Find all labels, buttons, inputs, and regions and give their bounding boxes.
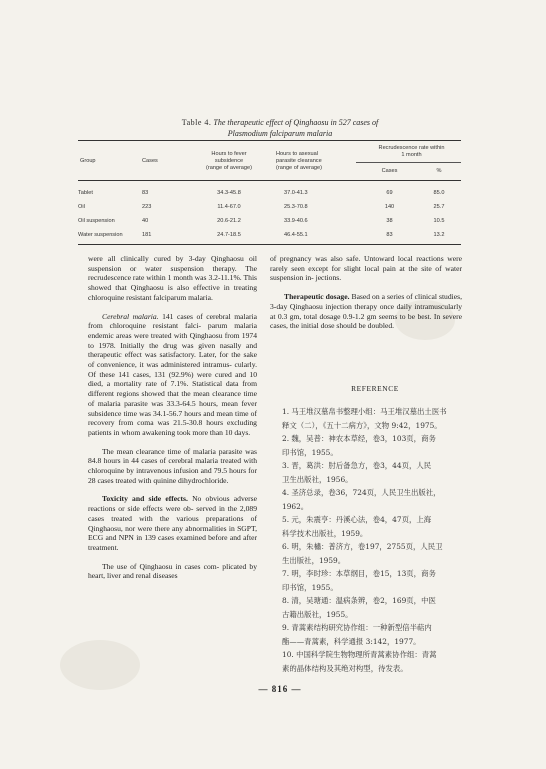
paragraph — [88, 562, 257, 581]
cell-cases: 83 — [142, 189, 149, 196]
text-line: cases treated with quinine dihydrochloride. — [97, 475, 229, 485]
text-line: parasite was 84.8 hours in 44 cases of — [88, 446, 257, 466]
text-line: No obvious — [187, 494, 230, 504]
section-heading: Toxicity and side effects. — [102, 494, 188, 504]
cell-group: Oil suspension — [78, 217, 115, 224]
cell-recr-pct: 25.7 — [433, 203, 445, 210]
section-heading: Cerebral malaria. — [102, 311, 159, 321]
header-recr-l1: Recrudescence rate within — [378, 145, 445, 151]
cell-fever: 20.6-21.2 — [217, 217, 241, 224]
text-line: parasite was 33.3-64.5 hours, mean fever — [124, 398, 257, 408]
ref-line: 科学技术出版社，1959。 — [282, 528, 368, 538]
ref-line: 印书馆，1955。 — [282, 582, 338, 592]
cell-cases: 40 — [142, 217, 149, 224]
text-line: falciparum malaria. — [153, 292, 213, 302]
paragraph — [88, 254, 257, 303]
section-heading: Therapeutic dosage. — [284, 292, 350, 302]
cell-group: Oil — [78, 203, 85, 210]
paragraph — [270, 254, 462, 283]
cell-recr-pct: 10.5 — [433, 217, 445, 224]
text-line: plicated by heart, liver and renal diseases — [88, 561, 257, 581]
text-line: the drug was given nasally and therapeutic — [88, 340, 257, 360]
text-line: doubled. — [367, 321, 395, 331]
table-row — [78, 228, 461, 242]
text-line: NPN in 139 cases examined before and after — [118, 533, 257, 543]
cell-recr-pct: 85.0 — [433, 189, 445, 196]
text-line: with Qinghaosu from 1974 to 1978. Initially — [88, 330, 257, 350]
text-line: awakening took more than 10 days. — [142, 427, 251, 437]
cell-fever: 11.4-67.0 — [217, 203, 241, 210]
reference-item — [268, 405, 468, 432]
text-line: oil suspension or water suspension therapy. — [88, 254, 257, 273]
ref-line: 古籍出版社，1955。 — [282, 609, 353, 619]
text-line: The recrudescence rate within 1 month was — [88, 263, 257, 283]
header-group: Group — [80, 157, 96, 164]
text-line: of pregnancy was also safe. Untoward local — [270, 254, 413, 263]
ref-line: 印书馆，1955。 — [282, 447, 338, 457]
header-clearance — [276, 142, 362, 180]
cell-recr-cases: 69 — [386, 189, 393, 196]
reference-item — [268, 459, 468, 486]
text-line: Based on a series of — [349, 292, 413, 302]
reference-item — [268, 486, 468, 513]
text-line: various preparations of Qinghaosu, nor were — [88, 513, 257, 533]
ref-line: 卫生出版社，1956。 — [282, 474, 353, 484]
ref-line: 3. 晋，葛洪：肘后备急方，卷3，44页，人民 — [282, 461, 432, 470]
text-line: parum malaria endemic areas were treated — [88, 321, 257, 340]
header-recr-pct: % — [436, 167, 442, 174]
text-line: there any abnormalities in SGPT, ECG and — [88, 523, 257, 543]
text-line: were all clinically cured by 3-day Qinghaosu — [88, 254, 244, 263]
table-row — [78, 214, 461, 228]
header-recrudescence — [362, 142, 461, 162]
text-line: that the mean clearance time of malaria — [88, 389, 258, 408]
ref-line: 1. 马王堆汉墓帛书整理小组：马王堆汉墓出土医书 — [282, 407, 447, 416]
ref-line: 8. 清，吴瑭通：温病条辨，卷2，169页，中医 — [282, 596, 436, 605]
text-line: cerebral malaria treated with chloroquine by — [88, 456, 257, 476]
cell-clearance: 37.0-41.3 — [284, 189, 308, 196]
cell-clearance: 46.4-55.1 — [284, 231, 308, 238]
cell-group: Water suspension — [78, 231, 123, 238]
text-line: 21.5-30.8 hours excluding patients in whom — [88, 418, 257, 437]
table-bottom-rule — [78, 244, 461, 245]
header-clearance-l3: (range of average) — [276, 164, 323, 171]
text-line: of convenience, it was administered intramus- — [88, 360, 232, 370]
ref-line: 素的晶体结构及其绝对构型，待发表。 — [282, 663, 408, 673]
paragraph — [88, 494, 257, 552]
ref-line: 释文（二），《五十二病方》，文物 9:42，1975。 — [282, 420, 442, 430]
text-line: jections. — [315, 273, 342, 283]
cell-recr-cases: 140 — [384, 203, 395, 210]
reference-item — [268, 648, 468, 675]
text-line: clinical studies, 3-day Qinghaosu injection — [270, 292, 462, 311]
text-line: subsidence time was 34.1-56.7 hours and — [88, 408, 215, 418]
right-column — [270, 254, 462, 331]
text-line: mean time of recovery from coma was — [88, 408, 257, 428]
header-clearance-l2: parasite clearance — [276, 157, 322, 164]
reference-item — [268, 567, 468, 594]
text-line: cularly. Of these 141 cases, 131 (92.9%) were — [88, 360, 257, 379]
cell-group: Tablet — [78, 189, 93, 196]
table-title-line1: The therapeutic effect of Qinghaosu in 527 cases of — [213, 118, 379, 127]
text-line: intravenous infusion and 79.5 hours for 28 — [88, 466, 257, 485]
cell-clearance: 25.3-70.8 — [284, 203, 308, 210]
text-line: cured and 10 died, a mortality rate of 7.1%. — [88, 369, 258, 389]
cell-recr-cases: 83 — [386, 231, 393, 238]
cell-recr-pct: 13.2 — [433, 231, 445, 238]
reference-item — [268, 621, 468, 648]
cell-cases: 181 — [142, 231, 152, 238]
text-line: treatment. — [88, 542, 119, 552]
header-recr-l2: 1 month — [401, 152, 422, 158]
reference-item — [268, 540, 468, 567]
header-fever — [182, 142, 276, 180]
reference-item — [268, 594, 468, 621]
text-line: also effective in treating chloroquine resistant — [88, 283, 257, 302]
ref-line: 4. 圣济总录，卷36，724页，人民卫生出版社， — [282, 488, 441, 497]
paragraph — [270, 292, 462, 331]
cell-fever: 34.3-45.8 — [217, 189, 241, 196]
text-line: adverse reactions or side effects were ob- — [88, 494, 257, 514]
ref-line: 9. 青蒿素结构研究协作组：一种新型倍半萜内 — [282, 623, 432, 632]
text-line: total dosage 0.9-1.2 gm seems to be best. In — [303, 311, 441, 321]
text-line: Statistical data from different regions showed — [88, 379, 258, 399]
table-title-line2: Plasmodium falciparum malaria — [227, 129, 333, 138]
reference-item — [268, 432, 468, 459]
table-row — [78, 200, 461, 214]
ref-line: 10. 中国科学院生物物理所青蒿素协作组：青蒿 — [282, 650, 437, 659]
text-line: served in the 2,089 cases treated with the — [88, 504, 257, 523]
text-line: local pain at the site of water suspension in- — [270, 263, 463, 283]
left-column — [88, 254, 257, 581]
ref-line: 酯——青蒿素，科学通报 3:142，1977。 — [282, 636, 421, 646]
reference-title: REFERENCE — [351, 384, 399, 393]
text-line: malaria from chloroquine resistant falci- — [88, 311, 258, 331]
reference-list — [268, 405, 468, 675]
text-line: severe cases, the initial dose should be — [270, 311, 462, 331]
table-caption — [80, 117, 480, 139]
table-label: Table 4. — [181, 118, 212, 127]
paragraph — [88, 447, 257, 486]
therapeutic-effect-table — [78, 142, 461, 242]
ref-line: 6. 明，朱橚：普济方，卷197，2755页，人民卫 — [282, 542, 443, 551]
text-line: The mean clearance time of malaria — [102, 446, 216, 456]
header-recr-cases: Cases — [381, 167, 398, 174]
text-line: reactions were rarely seen except for slight — [270, 254, 463, 273]
text-line: 3.2-11.1%. This showed that Qinghaosu is — [88, 273, 258, 293]
text-line: effect was satisfactory. Later, for the sake — [124, 350, 257, 360]
header-cases: Cases — [142, 157, 158, 164]
ref-line: 2. 魏，吴普：神农本草经，卷3，103页，商务 — [282, 434, 436, 443]
reference-item — [268, 513, 468, 540]
cell-clearance: 33.9-40.6 — [284, 217, 308, 224]
ref-line: 5. 元，朱震亨：丹溪心法，卷4，47页，上海 — [282, 515, 432, 524]
table-top-rule — [78, 140, 461, 141]
text-line: The use of Qinghaosu in cases com- — [102, 561, 220, 571]
header-fever-l3: (range of average) — [205, 164, 253, 171]
page-number: — 816 — — [258, 684, 302, 694]
ref-line: 生出版社，1959。 — [282, 555, 346, 565]
table-row — [78, 186, 461, 200]
header-fever-l2: subsidence — [214, 157, 244, 164]
cell-fever: 24.7-18.5 — [217, 231, 241, 238]
ref-line: 7. 明，李时珍：本草纲目，卷15，13页，商务 — [282, 569, 436, 578]
table-header-row — [78, 142, 461, 162]
cell-cases: 223 — [142, 203, 152, 210]
ref-line: 1962。 — [282, 501, 309, 511]
paragraph — [88, 312, 257, 438]
paper-stain — [60, 640, 140, 690]
header-clearance-l1: Hours to asexual — [276, 150, 318, 157]
cell-recr-cases: 38 — [386, 217, 393, 224]
text-line: 141 cases of cerebral — [158, 311, 231, 321]
text-line: therapy once daily intramuscularly at 0.3 gm, — [270, 301, 462, 321]
header-fever-l1: Hours to fever — [211, 150, 247, 157]
